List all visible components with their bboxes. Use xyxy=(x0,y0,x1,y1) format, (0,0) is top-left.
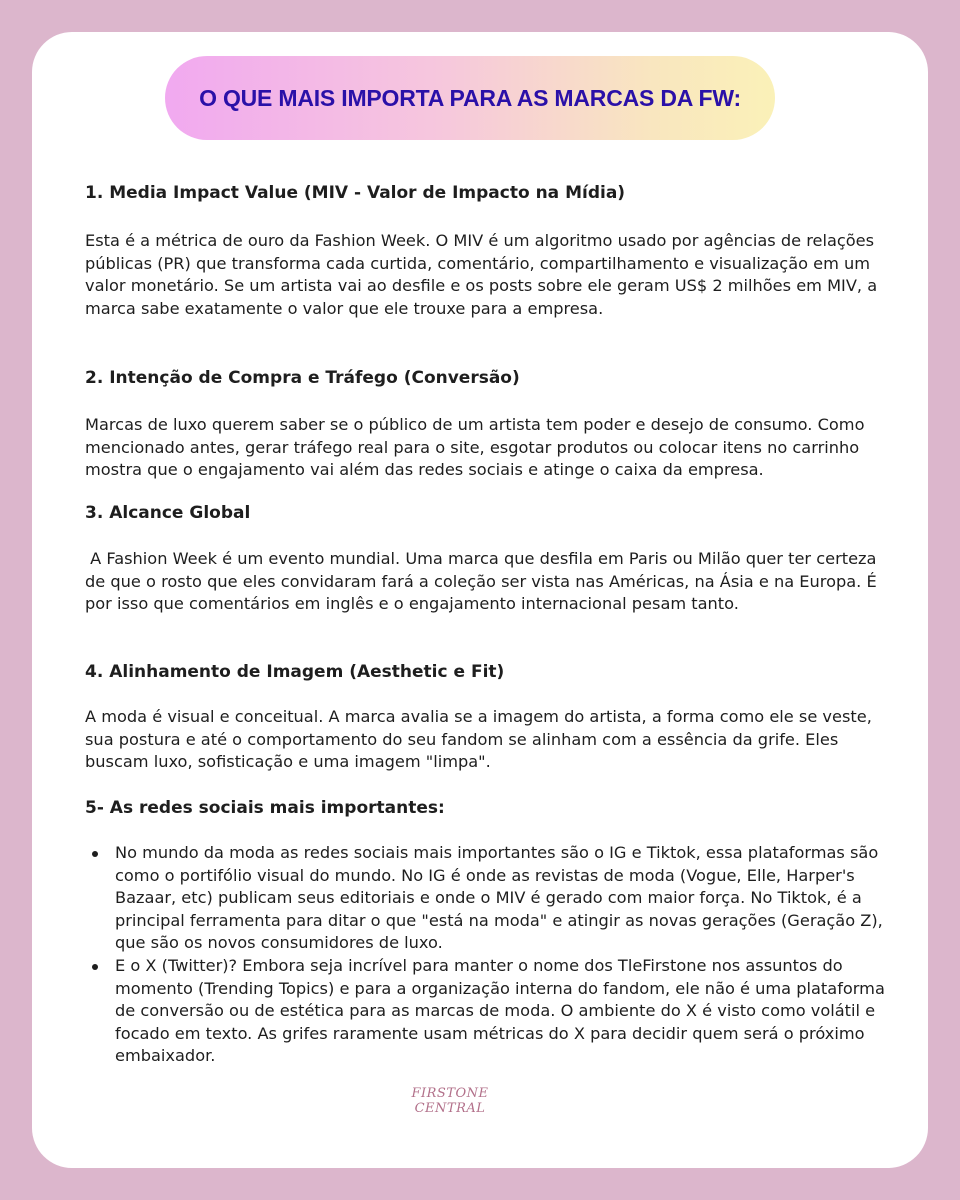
bullet-icon xyxy=(92,851,98,857)
list-item-text: No mundo da moda as redes sociais mais importantes são o IG e Tiktok, essa plataformas são como o portifólio visual do mundo. No IG é onde as revistas de moda (Vogue, Elle, Harper's Bazaar, etc) publicam seus editoriais e onde o MIV é gerado com maior força. No Tiktok, é a principal ferramenta para ditar o que "está na moda" e atingir as novas gerações (Geração Z), que são os novos consumidores de luxo. xyxy=(115,843,883,953)
content-card xyxy=(32,32,928,1168)
section-2-body: Marcas de luxo querem saber se o público de um artista tem poder e desejo de consumo. Como mencionado antes, gerar tráfego real para o site, esgotar produtos ou colocar itens no carrinho mostra que o engajamento vai além das redes sociais e atinge o caixa da empresa. xyxy=(85,415,865,480)
section-4-body: A moda é visual e conceitual. A marca avalia se a imagem do artista, a forma como ele se veste, sua postura e até o comportamento do seu fandom se alinham com a essência da grife. Eles buscam luxo, sofisticação e uma imagem "limpa". xyxy=(85,707,872,772)
logo-line-1: FIRSTONE xyxy=(411,1086,489,1101)
section-5-heading: 5- As redes sociais mais importantes: xyxy=(85,798,445,818)
list-item-text: E o X (Twitter)? Embora seja incrível para manter o nome dos TleFirstone nos assuntos do momento (Trending Topics) e para a organização interna do fandom, ele não é uma plataforma de conversão ou de estética para as marcas de moda. O ambiente do X é visto como volátil e focado em texto. As grifes raramente usam métricas do X para decidir quem será o próximo embaixador. xyxy=(115,955,885,1066)
bullet-icon xyxy=(92,964,98,970)
social-networks-list xyxy=(85,842,885,1068)
title-banner xyxy=(165,56,775,140)
logo-line-2: CENTRAL xyxy=(414,1101,486,1116)
page-title: O QUE MAIS IMPORTA PARA AS MARCAS DA FW: xyxy=(199,84,741,111)
section-1-body: Esta é a métrica de ouro da Fashion Week. O MIV é um algoritmo usado por agências de relações públicas (PR) que transforma cada curtida, comentário, compartilhamento e visualização em um valor monetário. Se um artista vai ao desfile e os posts sobre ele geram US$ 2 milhões em MIV, a marca sabe exatamente o valor que ele trouxe para a empresa. xyxy=(85,231,878,318)
section-1-heading: 1. Media Impact Value (MIV - Valor de Impacto na Mídia) xyxy=(85,183,626,203)
firstone-central-logo xyxy=(410,1086,490,1116)
list-item xyxy=(85,955,885,1068)
list-item xyxy=(85,842,885,955)
section-3-body: A Fashion Week é um evento mundial. Uma marca que desfila em Paris ou Milão quer ter certeza de que o rosto que eles convidaram fará a coleção ser vista nas Américas, na Ásia e na Europa. É por isso que comentários em inglês e o engajamento internacional pesam tanto. xyxy=(85,549,882,614)
section-4-heading: 4. Alinhamento de Imagem (Aesthetic e Fit) xyxy=(85,662,505,682)
section-3-heading: 3. Alcance Global xyxy=(85,503,251,523)
section-2-heading: 2. Intenção de Compra e Tráfego (Conversão) xyxy=(85,368,520,388)
